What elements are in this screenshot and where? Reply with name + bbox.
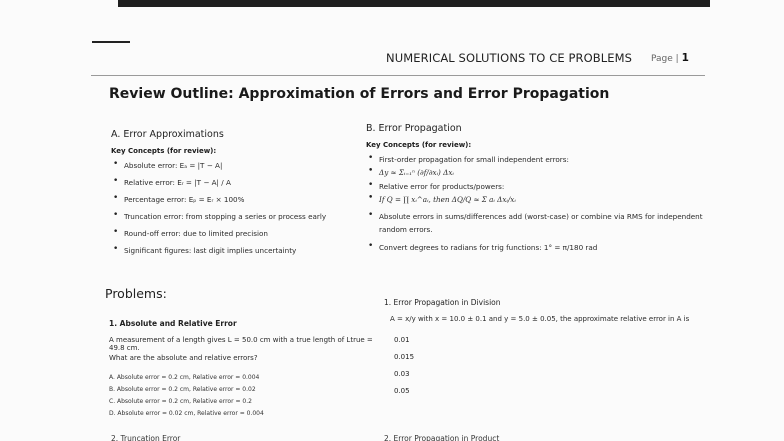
option-c[interactable]: 0.03	[394, 370, 410, 378]
list-item: • Significant figures: last digit implies uncertainty	[111, 245, 351, 256]
answer-list	[394, 336, 714, 395]
problem-1b	[384, 298, 714, 404]
problem-2b-title: 2. Error Propagation in Product	[384, 434, 500, 441]
course-header: NUMERICAL SOLUTIONS TO CE PROBLEMS	[386, 51, 633, 65]
option-b[interactable]: B. Absolute error = 0.2 cm, Relative error = 0.02	[109, 386, 256, 393]
list-item: • Round-off error: due to limited precision	[111, 228, 351, 239]
list-item: • Relative error: Eᵣ = |T − A| / A	[111, 177, 351, 188]
problem-title: 1. Absolute and Relative Error	[109, 319, 237, 328]
option-d[interactable]: 0.05	[394, 387, 410, 395]
problem-2-title: 2. Truncation Error	[111, 434, 181, 441]
list-item: • Convert degrees to radians for trig functions: 1° = π/180 rad	[366, 242, 711, 253]
section-a	[111, 129, 351, 262]
problems-heading: Problems:	[105, 286, 167, 301]
scan-edge-bar	[118, 0, 710, 7]
section-a-key-label: Key Concepts (for review):	[111, 147, 217, 155]
section-b-heading: B. Error Propagation	[366, 123, 462, 134]
option-d[interactable]: D. Absolute error = 0.02 cm, Relative error = 0.004	[109, 410, 264, 417]
problem-1	[109, 319, 379, 422]
section-a-heading: A. Error Approximations	[111, 129, 224, 140]
section-b-key-label: Key Concepts (for review):	[366, 141, 472, 149]
formula-line: • Δy ≈ Σᵢ₌₁ⁿ (∂f/∂xᵢ) Δxᵢ	[366, 167, 711, 178]
header-rule	[91, 75, 705, 76]
list-item: • Relative error for products/powers:	[366, 181, 711, 192]
page-label: Page	[651, 54, 673, 64]
page-number: 1	[681, 52, 689, 64]
header-dash	[92, 41, 130, 43]
list-item: • First-order propagation for small independent errors:	[366, 154, 711, 165]
problem-title: 1. Error Propagation in Division	[384, 298, 501, 307]
option-b[interactable]: 0.015	[394, 353, 415, 361]
list-item: • Truncation error: from stopping a series or process early	[111, 211, 351, 222]
problem-stem: A measurement of a length gives L = 50.0 cm with a true length of Ltrue = 49.8 cm.	[109, 336, 373, 352]
list-item: • Absolute errors in sums/differences add (worst-case) or combine via RMS for independent random errors.	[366, 210, 711, 236]
list-item: • Absolute error: Eₐ = |T − A|	[111, 160, 351, 171]
section-a-list	[111, 160, 351, 256]
option-c[interactable]: C. Absolute error = 0.2 cm, Relative error = 0.2	[109, 398, 252, 405]
section-b	[366, 123, 711, 259]
option-a[interactable]: 0.01	[394, 336, 410, 344]
problem-question: What are the absolute and relative errors?	[109, 354, 258, 362]
option-a[interactable]: A. Absolute error = 0.2 cm, Relative error = 0.004	[109, 374, 260, 381]
document-title: Review Outline: Approximation of Errors and Error Propagation	[109, 86, 610, 102]
section-b-list	[366, 154, 711, 253]
formula-line: • If Q = ∏ xᵢ^aᵢ, then ΔQ/Q ≈ Σ aᵢ Δxᵢ/xᵢ	[366, 194, 711, 205]
list-item: • Percentage error: Eₚ = Eᵣ × 100%	[111, 194, 351, 205]
problem-stem: A = x/y with x = 10.0 ± 0.1 and y = 5.0 ± 0.05, the approximate relative error in A is	[390, 315, 690, 323]
page-indicator: Page | 1	[651, 52, 689, 64]
